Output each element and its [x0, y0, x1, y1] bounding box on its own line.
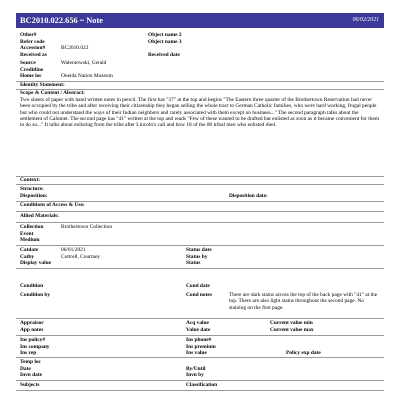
invn-by-label: Invn by — [186, 372, 204, 378]
divider — [16, 176, 384, 177]
ins-company-label: Ins company — [20, 343, 50, 350]
divider — [16, 357, 384, 358]
home-loc-label: Home loc — [20, 73, 42, 79]
cond-date-label: Cond date — [186, 283, 210, 289]
record-title: BC2010.022.656 ~ Note — [20, 16, 103, 25]
cond-notes-label: Cond notes — [186, 292, 212, 298]
divider — [16, 245, 384, 246]
catdate-label: Catdate — [20, 247, 39, 253]
condition-label: Condition — [20, 283, 44, 289]
conditions-access-label: Conditions of Access & Use: — [20, 202, 85, 208]
divider — [16, 380, 384, 381]
divider — [16, 222, 384, 223]
app-notes-label: App notes — [20, 326, 44, 333]
object-name-3-label: Object name 3 — [148, 38, 182, 45]
policy-exp-date-label: Policy exp date — [286, 350, 321, 356]
catby-label: Catby — [20, 253, 35, 260]
classification-label: Classification — [186, 382, 218, 388]
catdate-value: 06/01/2021 — [61, 247, 86, 253]
appraisor-label: Appraisor — [20, 320, 44, 326]
divider — [16, 318, 384, 319]
received-as-label: Received as — [20, 51, 47, 58]
scope-content-text: Two sheets of paper with hand written notes in pencil. The first has "37" at the top and begins "The Eastern three quarter of the Brothertown Reservation had never been occupied by the tribe and after receiving their citizenship they began selling the whole tract to German Catholic families, who were hard working, frugal people but who could not understand the ways of their Indian neighbors and rarely associated with them except on business..." The second paragraph talks about the settlement of Calumet. The second page has "41" written at the top and reads "Few of these wanted to be drafted but enlisted as soon as it became convenient for them to do so..." It talks about enlisting from the tribe after Lincoln's call and how 18 of the 80 tribal men who enlisted died. — [20, 97, 380, 129]
ins-policy-label: Ins policy# — [20, 337, 46, 343]
allied-materials-label: Allied Materials: — [20, 213, 60, 219]
ins-rep-label: Ins rep — [20, 350, 37, 356]
divider — [16, 184, 384, 185]
value-date-label: Value date — [186, 326, 211, 333]
disposition-label: Disposition: — [20, 193, 48, 199]
divider — [16, 211, 384, 212]
event-label: Event — [20, 230, 34, 237]
context-label: Context: — [20, 177, 41, 183]
ins-phone-label: Ins phone# — [186, 337, 212, 343]
divider — [16, 268, 384, 269]
acq-value-label: Acq value — [186, 320, 209, 326]
by-until-label: By/Until — [186, 365, 206, 372]
collection-value: Brothertown Collection — [61, 224, 113, 230]
status-date-label: Status date — [186, 247, 212, 253]
temp-loc-label: Temp loc — [20, 359, 41, 365]
other-num-label: Other# — [20, 32, 37, 38]
status-label: Status — [186, 260, 201, 266]
date-label: Date — [20, 365, 31, 372]
divider — [16, 81, 384, 82]
current-value-min-label: Current value min — [270, 320, 313, 326]
subjects-label: Subjects — [20, 382, 40, 388]
structure-label: Structure: — [20, 186, 44, 192]
condition-by-label: Condition by — [20, 292, 51, 298]
identity-statement-label: Identity Statement: — [20, 82, 65, 88]
cond-notes-value: There are dark stains across the top of the back page with "41" at the top. There are also light stains throughout the second page. No staining on the first page. — [229, 292, 378, 311]
received-date-label: Received date — [148, 51, 180, 58]
accession-value: BC2010.022 — [61, 45, 89, 51]
accession-label: Accession# — [20, 45, 46, 51]
display-value-label: Display value — [20, 260, 52, 266]
current-value-max-label: Current value max — [270, 326, 314, 333]
medium-label: Medium — [20, 237, 40, 243]
ins-value-label: Ins value — [186, 350, 207, 356]
ins-premium-label: Ins premium — [186, 343, 216, 350]
object-name-2-label: Object name 2 — [148, 32, 182, 38]
status-by-label: Status by — [186, 253, 208, 260]
home-loc-value: Oneida Nation Museum — [61, 73, 113, 79]
invn-date-label: Invn date — [20, 372, 43, 378]
source-label: Source — [20, 60, 36, 66]
record-header — [16, 13, 384, 28]
disposition-date-label: Disposition date: — [229, 193, 268, 199]
creditline-label: Creditline — [20, 66, 44, 73]
refer-code-label: Refer code — [20, 38, 45, 45]
scope-content-label: Scope & Content / Abstract: — [20, 90, 85, 96]
record-date: 06/02/2021 — [352, 17, 379, 23]
divider — [16, 335, 384, 336]
source-value: Walentowski, Gerald — [61, 60, 107, 66]
divider — [16, 390, 384, 391]
catby-value: Cottrell, Courtney — [61, 253, 101, 260]
collection-label: Collection — [20, 224, 44, 230]
